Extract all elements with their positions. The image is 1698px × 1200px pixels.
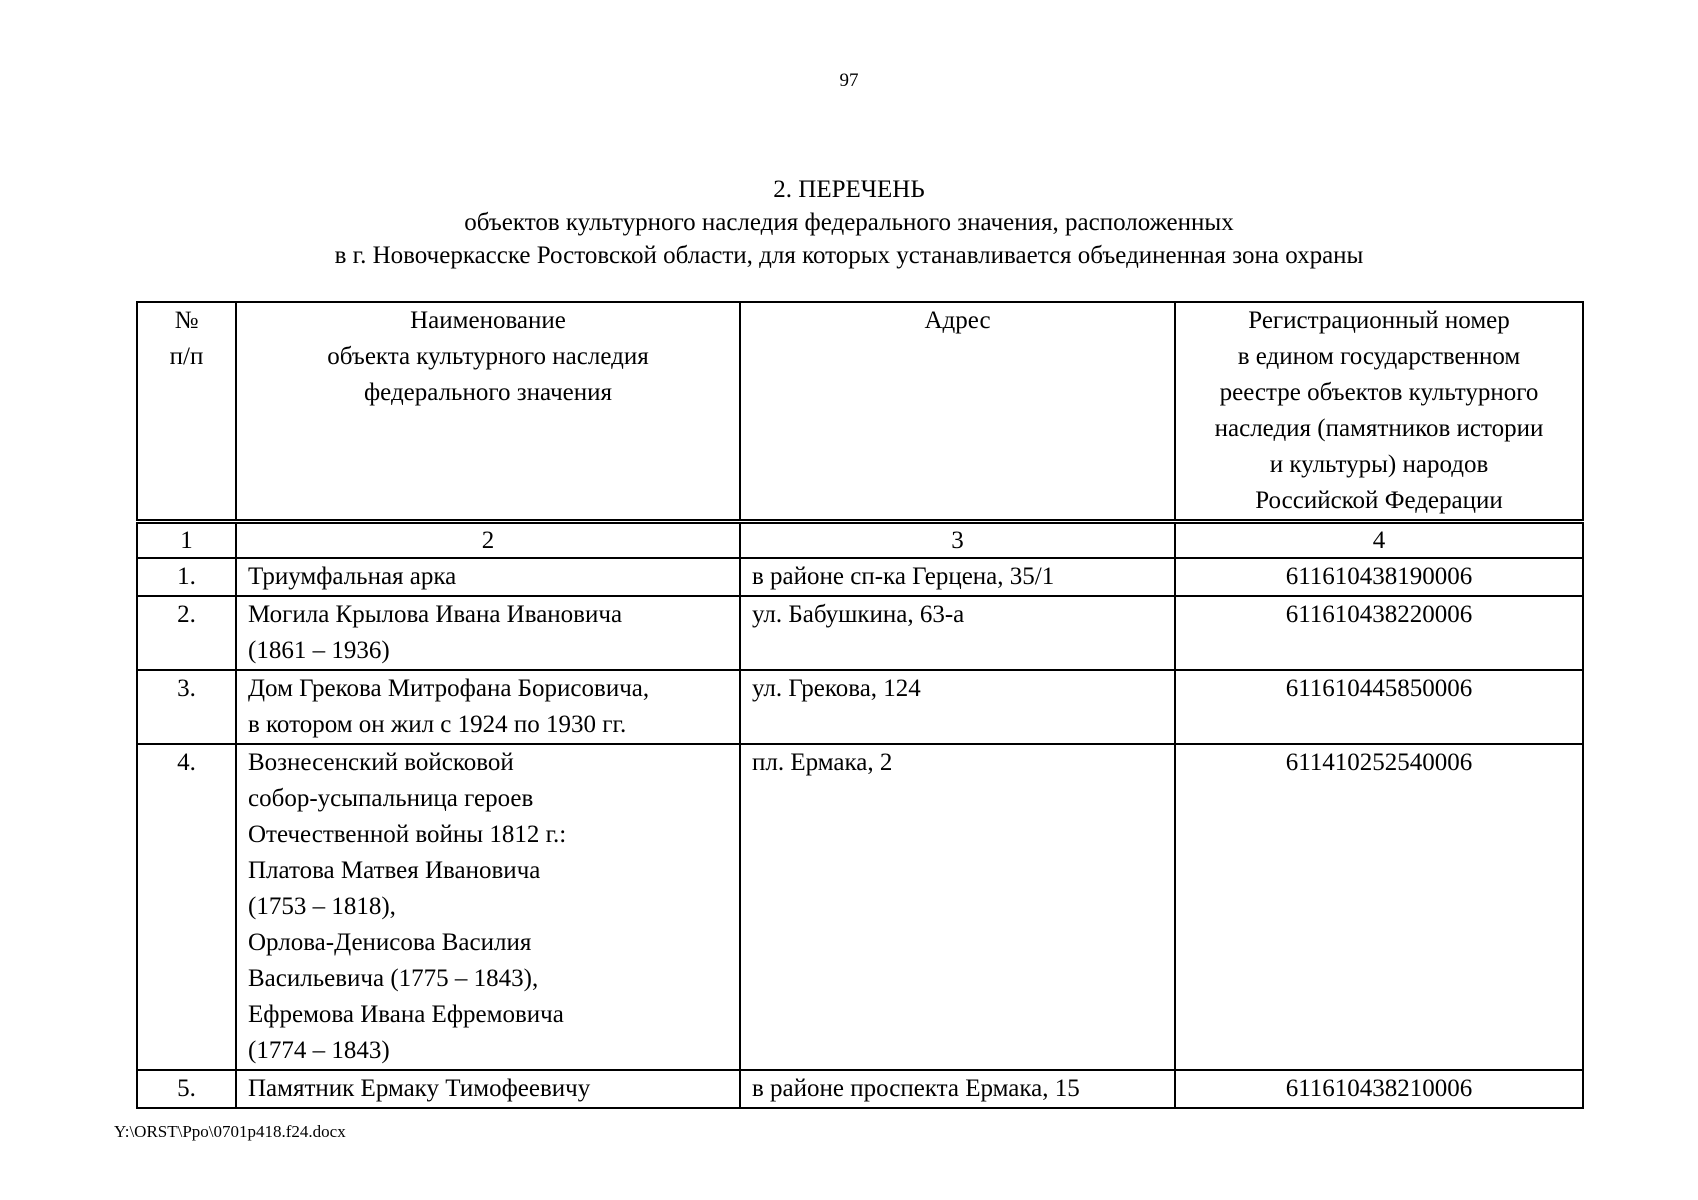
row-number: 1.	[137, 558, 236, 596]
object-name-line: Могила Крылова Ивана Ивановича	[248, 601, 623, 628]
table-row	[137, 744, 1583, 1070]
file-path-footer: Y:\ORST\Ppo\0701p418.f24.docx	[114, 1122, 346, 1141]
object-address: ул. Бабушкина, 63-а	[740, 596, 1175, 670]
object-name	[236, 1070, 740, 1108]
object-name	[236, 670, 740, 744]
registration-number: 611610445850006	[1175, 670, 1583, 744]
row-number: 5.	[137, 1070, 236, 1108]
table-row	[137, 670, 1583, 744]
object-name-line: собор-усыпальница героев	[248, 785, 534, 812]
header-name-line: Наименование	[410, 307, 566, 334]
header-num-line: п/п	[169, 343, 204, 370]
header-num-line: №	[174, 307, 199, 334]
header-reg	[1175, 302, 1583, 522]
header-address	[740, 302, 1175, 522]
object-name	[236, 558, 740, 596]
object-name-line: (1861 – 1936)	[248, 637, 390, 664]
header-name	[236, 302, 740, 522]
column-number: 1	[137, 522, 236, 559]
object-name-line: Дом Грекова Митрофана Борисовича,	[248, 675, 650, 702]
header-reg-line: Регистрационный номер	[1248, 307, 1510, 334]
registration-number: 611410252540006	[1175, 744, 1583, 1070]
header-address-line: Адрес	[924, 307, 991, 334]
header-num	[137, 302, 236, 522]
header-reg-line: реестре объектов культурного	[1219, 379, 1539, 406]
column-number: 3	[740, 522, 1175, 559]
object-name-line: Орлова-Денисова Василия	[248, 929, 532, 956]
object-name-line: Памятник Ермаку Тимофеевичу	[248, 1075, 591, 1102]
title-line-2: объектов культурного наследия федерального значения, расположенных	[464, 209, 1234, 236]
title-line-3: в г. Новочеркасске Ростовской области, для которых устанавливается объединенная зона охраны	[334, 242, 1364, 269]
registration-number: 611610438210006	[1175, 1070, 1583, 1108]
document-title	[0, 173, 1698, 272]
object-name	[236, 596, 740, 670]
row-number: 2.	[137, 596, 236, 670]
object-name-line: Ефремова Ивана Ефремовича	[248, 1001, 564, 1028]
registration-number: 611610438190006	[1175, 558, 1583, 596]
column-numbers-row	[137, 522, 1583, 559]
header-reg-line: в едином государственном	[1237, 343, 1521, 370]
row-number: 4.	[137, 744, 236, 1070]
registration-number: 611610438220006	[1175, 596, 1583, 670]
object-address: ул. Грекова, 124	[740, 670, 1175, 744]
column-number: 2	[236, 522, 740, 559]
object-name-line: Отечественной войны 1812 г.:	[248, 821, 567, 848]
row-number: 3.	[137, 670, 236, 744]
header-name-line: объекта культурного наследия	[327, 343, 649, 370]
object-name-line: (1753 – 1818),	[248, 893, 396, 920]
table-header-row	[137, 302, 1583, 522]
object-name-line: (1774 – 1843)	[248, 1037, 390, 1064]
object-name-line: Платова Матвея Ивановича	[248, 857, 541, 884]
heritage-objects-table	[136, 301, 1584, 1109]
object-name-line: в котором он жил с 1924 по 1930 гг.	[248, 711, 627, 738]
object-name-line: Триумфальная арка	[248, 563, 457, 590]
page-number: 97	[839, 70, 859, 91]
title-line-1: 2. ПЕРЕЧЕНЬ	[773, 176, 925, 203]
table-row	[137, 1070, 1583, 1108]
object-name-line: Васильевича (1775 – 1843),	[248, 965, 539, 992]
object-address: в районе проспекта Ермака, 15	[740, 1070, 1175, 1108]
header-reg-line: и культуры) народов	[1269, 451, 1489, 478]
table-row	[137, 596, 1583, 670]
column-number: 4	[1175, 522, 1583, 559]
object-address: в районе сп-ка Герцена, 35/1	[740, 558, 1175, 596]
header-reg-line: наследия (памятников истории	[1214, 415, 1544, 442]
object-name-line: Вознесенский войсковой	[248, 749, 514, 776]
header-name-line: федерального значения	[363, 379, 612, 406]
object-name	[236, 744, 740, 1070]
header-reg-line: Российской Федерации	[1255, 487, 1503, 514]
table-row	[137, 558, 1583, 596]
object-address: пл. Ермака, 2	[740, 744, 1175, 1070]
